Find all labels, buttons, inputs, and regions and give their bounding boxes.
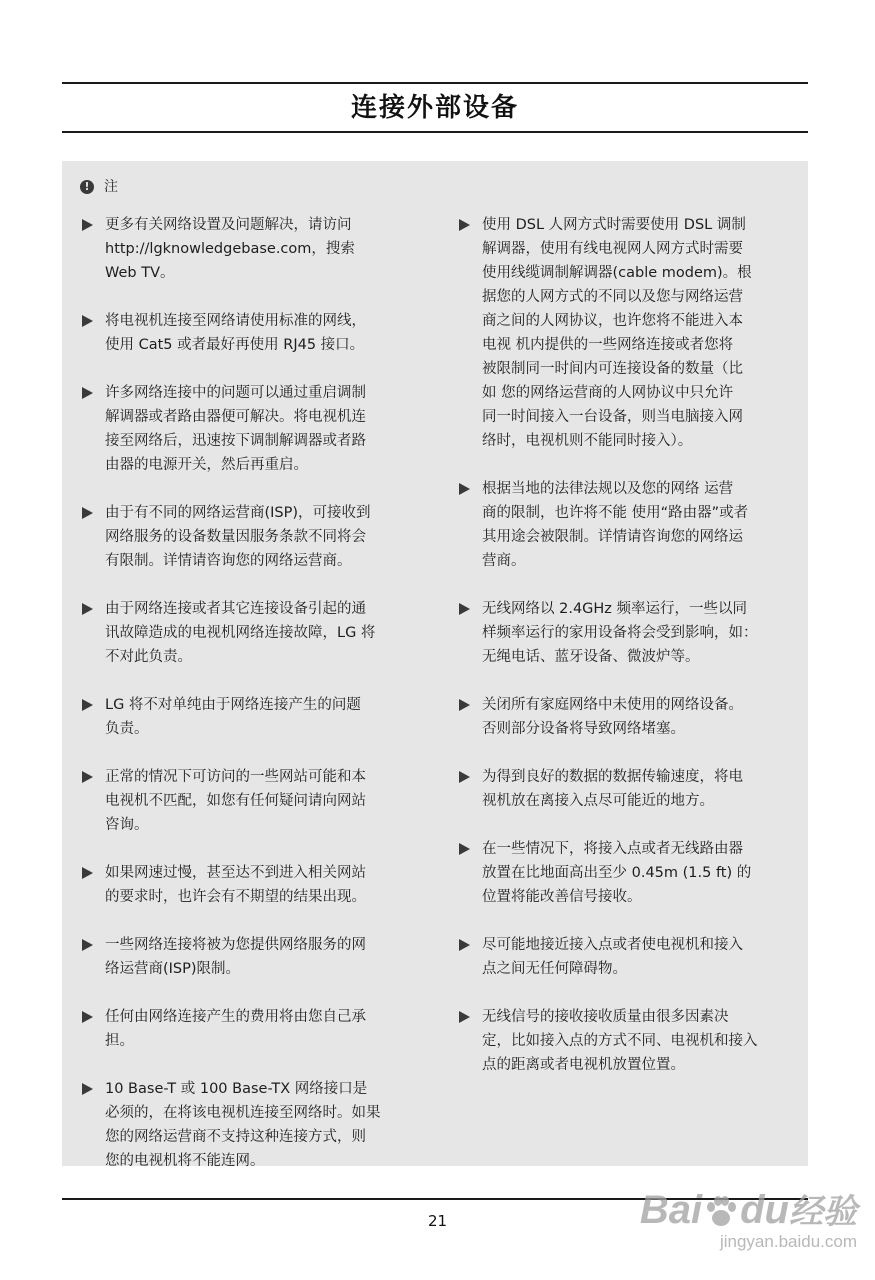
bullet-arrow-icon [82, 771, 93, 783]
note-item-line: 营商。 [482, 553, 526, 569]
title-rule [62, 131, 808, 133]
note-item-line: 正常的情况下可访问的一些网站可能和本 [105, 769, 366, 785]
note-item-line: 据您的人网方式的不同以及您与网络运营 [482, 289, 743, 305]
note-item-line: 由于网络连接或者其它连接设备引起的通 [105, 601, 366, 617]
note-item [80, 1005, 385, 1053]
note-item-line: LG 将不对单纯由于网络连接产生的问题 [105, 697, 361, 713]
note-item-line: 咨询。 [105, 817, 149, 833]
note-item [457, 597, 782, 669]
note-item-line: 视机放在离接入点尽可能近的地方。 [482, 793, 714, 809]
bullet-arrow-icon [82, 1083, 93, 1095]
note-item-line: 10 Base-T 或 100 Base-TX 网络接口是 [105, 1081, 368, 1097]
bullet-arrow-icon [82, 867, 93, 879]
note-item [80, 597, 385, 669]
note-item-line: 不对此负责。 [105, 649, 192, 665]
bullet-arrow-icon [82, 1011, 93, 1023]
note-item-line: 如果网速过慢，甚至达不到进入相关网站 [105, 865, 366, 881]
note-item-line: 担。 [105, 1033, 134, 1049]
bullet-arrow-icon [82, 507, 93, 519]
note-item [457, 765, 782, 813]
note-item-line: 网络服务的设备数量因服务条款不同将会 [105, 529, 366, 545]
note-item-line: 电视 机内提供的一些网络连接或者您将 [482, 337, 734, 353]
note-item-line: 使用线缆调制解调器(cable modem)。根 [482, 265, 752, 281]
note-item [80, 861, 385, 909]
bullet-arrow-icon [459, 483, 470, 495]
note-item-line: 解调器，使用有线电视网人网方式时需要 [482, 241, 743, 257]
note-item-line: 无绳电话、蓝牙设备、微波炉等。 [482, 649, 700, 665]
note-item-line: 其用途会被限制。详情请咨询您的网络运 [482, 529, 743, 545]
note-header [80, 178, 118, 196]
note-item-line: 解调器或者路由器便可解决。将电视机连 [105, 409, 366, 425]
note-item-line: 您的网络运营商不支持这种连接方式，则 [105, 1129, 366, 1145]
note-item-line: 由于有不同的网络运营商(ISP)，可接收到 [105, 505, 371, 521]
note-item [457, 693, 782, 741]
bullet-arrow-icon [82, 939, 93, 951]
note-item [457, 933, 782, 981]
note-item-line: 在一些情况下，将接入点或者无线路由器 [482, 841, 743, 857]
note-item-line: 为得到良好的数据的数据传输速度，将电 [482, 769, 743, 785]
note-item [80, 765, 385, 837]
note-item-line: 位置将能改善信号接收。 [482, 889, 642, 905]
note-item-line: 电视机不匹配，如您有任何疑问请向网站 [105, 793, 366, 809]
note-item [80, 381, 385, 477]
note-item-line: 络时，电视机则不能同时接入）。 [482, 433, 693, 449]
note-item-line: 必须的，在将该电视机连接至网络时。如果 [105, 1105, 381, 1121]
note-item-line: 定，比如接入点的方式不同、电视机和接入 [482, 1033, 758, 1049]
note-item-line: 您的电视机将不能连网。 [105, 1153, 265, 1169]
note-item-line: 放置在比地面高出至少 0.45m (1.5 ft) 的 [482, 865, 752, 881]
watermark-url: jingyan.baidu.com [719, 1232, 857, 1251]
paw-icon [704, 1195, 738, 1229]
note-item-line: 样频率运行的家用设备将会受到影响，如： [482, 625, 758, 641]
note-item [80, 309, 385, 357]
bullet-arrow-icon [459, 939, 470, 951]
note-item-line: 负责。 [105, 721, 149, 737]
exclamation-icon: ! [80, 180, 94, 194]
note-item-line: 的要求时，也许会有不期望的结果出现。 [105, 889, 366, 905]
note-item-line: 更多有关网络设置及问题解决，请访问 [105, 217, 352, 233]
note-item-line: 一些网络连接将被为您提供网络服务的网 [105, 937, 366, 953]
note-item [457, 213, 782, 453]
note-item-line: 点之间无任何障碍物。 [482, 961, 627, 977]
note-item-line: 讯故障造成的电视机网络连接故障，LG 将 [105, 625, 376, 641]
bullet-arrow-icon [82, 387, 93, 399]
note-item-line: 商之间的人网协议，也许您将不能进入本 [482, 313, 743, 329]
note-box [62, 161, 808, 1169]
page-title: 连接外部设备 [350, 93, 519, 123]
note-item-line: http://lgknowledgebase.com，搜索 [105, 241, 355, 257]
watermark-brand-right: du [740, 1188, 789, 1232]
note-label: 注 [104, 179, 118, 195]
watermark-brand-left: Bai [639, 1188, 703, 1232]
watermark [640, 1190, 857, 1252]
bullet-arrow-icon [82, 699, 93, 711]
bullet-arrow-icon [459, 771, 470, 783]
note-item-line: 由器的电源开关，然后再重启。 [105, 457, 308, 473]
note-item [80, 1077, 385, 1173]
bullet-arrow-icon [459, 603, 470, 615]
note-item-line: 如 您的网络运营商的人网协议中只允许 [482, 385, 734, 401]
note-item-line: 点的距离或者电视机放置位置。 [482, 1057, 685, 1073]
note-item [80, 693, 385, 741]
note-item-line: 无线网络以 2.4GHz 频率运行，一些以同 [482, 601, 748, 617]
note-item-line: 根据当地的法律法规以及您的网络 运营 [482, 481, 734, 497]
note-item [457, 1005, 782, 1077]
note-item-line: 商的限制，也许将不能 使用“路由器”或者 [482, 505, 749, 521]
note-item-line: 有限制。详情请咨询您的网络运营商。 [105, 553, 352, 569]
note-item [80, 933, 385, 981]
note-item-line: 许多网络连接中的问题可以通过重启调制 [105, 385, 366, 401]
note-item-line: 使用 Cat5 或者最好再使用 RJ45 接口。 [105, 337, 365, 353]
watermark-brand-cn: 经验 [789, 1193, 857, 1231]
note-item-line: 否则部分设备将导致网络堵塞。 [482, 721, 685, 737]
note-item-line: 任何由网络连接产生的费用将由您自己承 [105, 1009, 366, 1025]
bullet-arrow-icon [82, 603, 93, 615]
note-item-line: 络运营商(ISP)限制。 [105, 961, 241, 977]
bullet-arrow-icon [459, 843, 470, 855]
left-column [80, 213, 385, 1197]
note-item [80, 501, 385, 573]
note-item-line: 接至网络后，迅速按下调制解调器或者路 [105, 433, 366, 449]
bullet-arrow-icon [82, 219, 93, 231]
note-item [80, 213, 385, 285]
note-item [457, 837, 782, 909]
bullet-arrow-icon [82, 315, 93, 327]
bullet-arrow-icon [459, 219, 470, 231]
right-column [457, 213, 782, 1101]
bullet-arrow-icon [459, 699, 470, 711]
note-item-line: 关闭所有家庭网络中未使用的网络设备。 [482, 697, 743, 713]
page-number: 21 [427, 1212, 448, 1230]
note-item-line: 被限制同一时间内可连接设备的数量（比 [482, 361, 743, 377]
top-rule [62, 82, 808, 84]
note-item-line: 尽可能地接近接入点或者使电视机和接入 [482, 937, 743, 953]
watermark-brand [640, 1190, 857, 1232]
note-item-line: 将电视机连接至网络请使用标准的网线， [105, 313, 366, 329]
bullet-arrow-icon [459, 1011, 470, 1023]
note-item-line: 无线信号的接收接收质量由很多因素决 [482, 1009, 729, 1025]
note-item-line: 同一时间接入一台设备，则当电脑接入网 [482, 409, 743, 425]
note-item-line: 使用 DSL 人网方式时需要使用 DSL 调制 [482, 217, 746, 233]
note-item [457, 477, 782, 573]
note-item-line: Web TV。 [105, 265, 175, 281]
